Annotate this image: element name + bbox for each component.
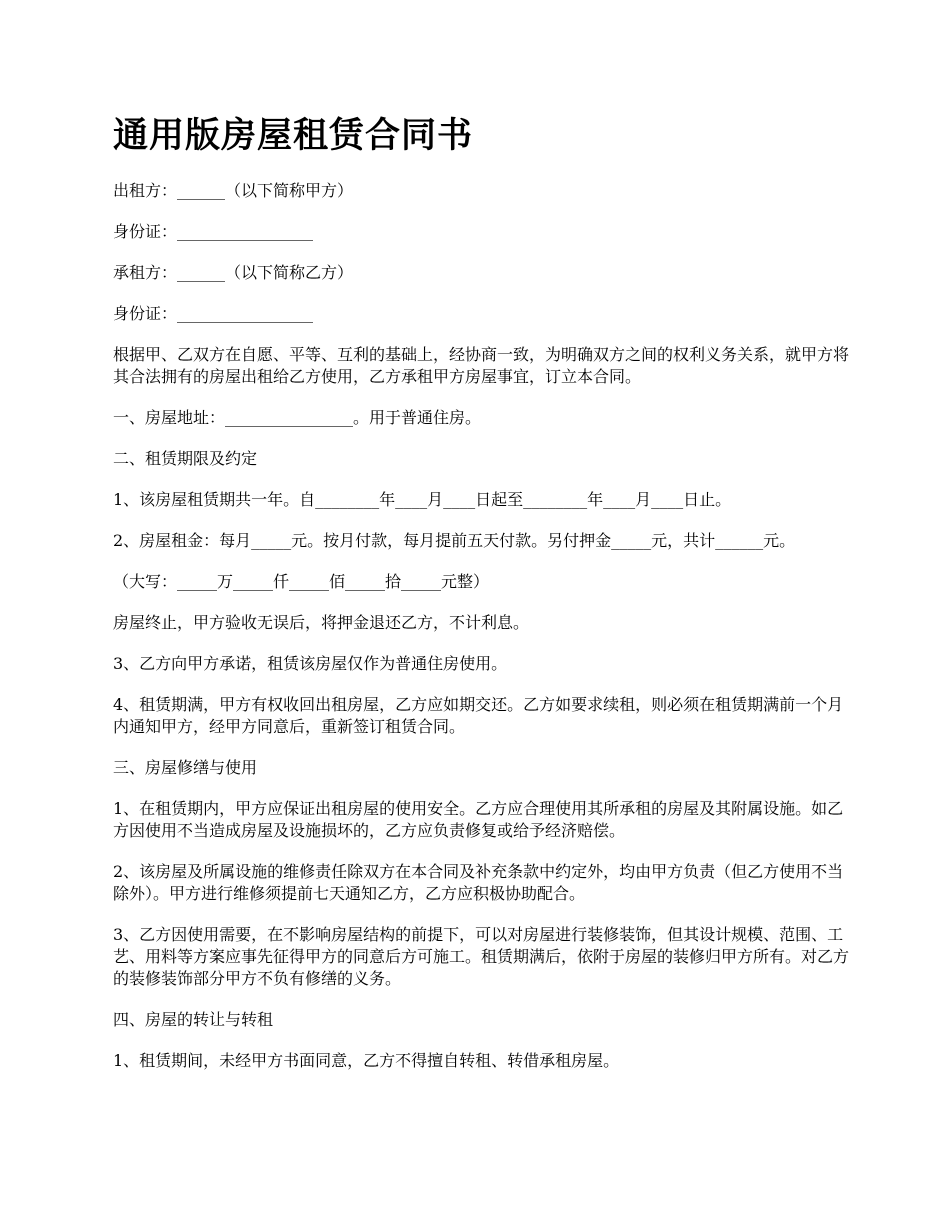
clause-3-1-safety: 1、在租赁期内，甲方应保证出租房屋的使用安全。乙方应合理使用其所承租的房屋及其附属设施。如乙方因使用不当造成房屋及设施损坏的，乙方应负责修复或给予经济赔偿。	[113, 799, 844, 840]
section-3-heading: 三、房屋修缮与使用	[113, 758, 258, 777]
lessee-id-line: 身份证：_________________	[113, 304, 314, 323]
deposit-refund-paragraph: 房屋终止，甲方验收无误后，将押金退还乙方，不计利息。	[113, 613, 530, 632]
document-page	[113, 112, 853, 1091]
rent-in-words: （大写：_____万_____仟_____佰_____拾_____元整）	[113, 572, 490, 591]
preamble-paragraph: 根据甲、乙双方在自愿、平等、互利的基础上，经协商一致，为明确双方之间的权利义务关系，就甲方将其合法拥有的房屋出租给乙方使用，乙方承租甲方房屋事宜，订立本合同。	[113, 345, 850, 386]
section-4-heading: 四、房屋的转让与转租	[113, 1010, 274, 1029]
document-title: 通用版房屋租赁合同书	[113, 116, 474, 156]
clause-4-1-sublet: 1、租赁期间，未经甲方书面同意，乙方不得擅自转租、转借承租房屋。	[113, 1051, 620, 1070]
section-1-address: 一、房屋地址：________________。用于普通住房。	[113, 408, 482, 427]
lessor-id-line: 身份证：_________________	[113, 222, 314, 241]
section-2-heading: 二、租赁期限及约定	[113, 449, 258, 468]
clause-2-1-term: 1、该房屋租赁期共一年。自________年____月____日起至________年____月____日止。	[113, 490, 732, 509]
clause-2-2-rent: 2、房屋租金：每月_____元。按月付款，每月提前五天付款。另付押金_____元，共计______元。	[113, 531, 796, 550]
clause-3-2-repair: 2、该房屋及所属设施的维修责任除双方在本合同及补充条款中约定外，均由甲方负责（但乙方使用不当除外）。甲方进行维修须提前七天通知乙方，乙方应积极协助配合。	[113, 862, 844, 903]
clause-3-3-renovation: 3、乙方因使用需要，在不影响房屋结构的前提下，可以对房屋进行装修装饰，但其设计规模、范围、工艺、用料等方案应事先征得甲方的同意后方可施工。租赁期满后，依附于房屋的装修归甲方所有。对乙方的装修装饰部分甲方不负有修缮的义务。	[113, 925, 850, 988]
lessor-line: 出租方：______（以下简称甲方）	[113, 181, 354, 200]
lessee-line: 承租方：______（以下简称乙方）	[113, 263, 354, 282]
clause-2-3-usage: 3、乙方向甲方承诺，租赁该房屋仅作为普通住房使用。	[113, 654, 508, 673]
clause-2-4-renewal: 4、租赁期满，甲方有权收回出租房屋，乙方应如期交还。乙方如要求续租，则必须在租赁期满前一个月内通知甲方，经甲方同意后，重新签订租赁合同。	[113, 695, 844, 736]
